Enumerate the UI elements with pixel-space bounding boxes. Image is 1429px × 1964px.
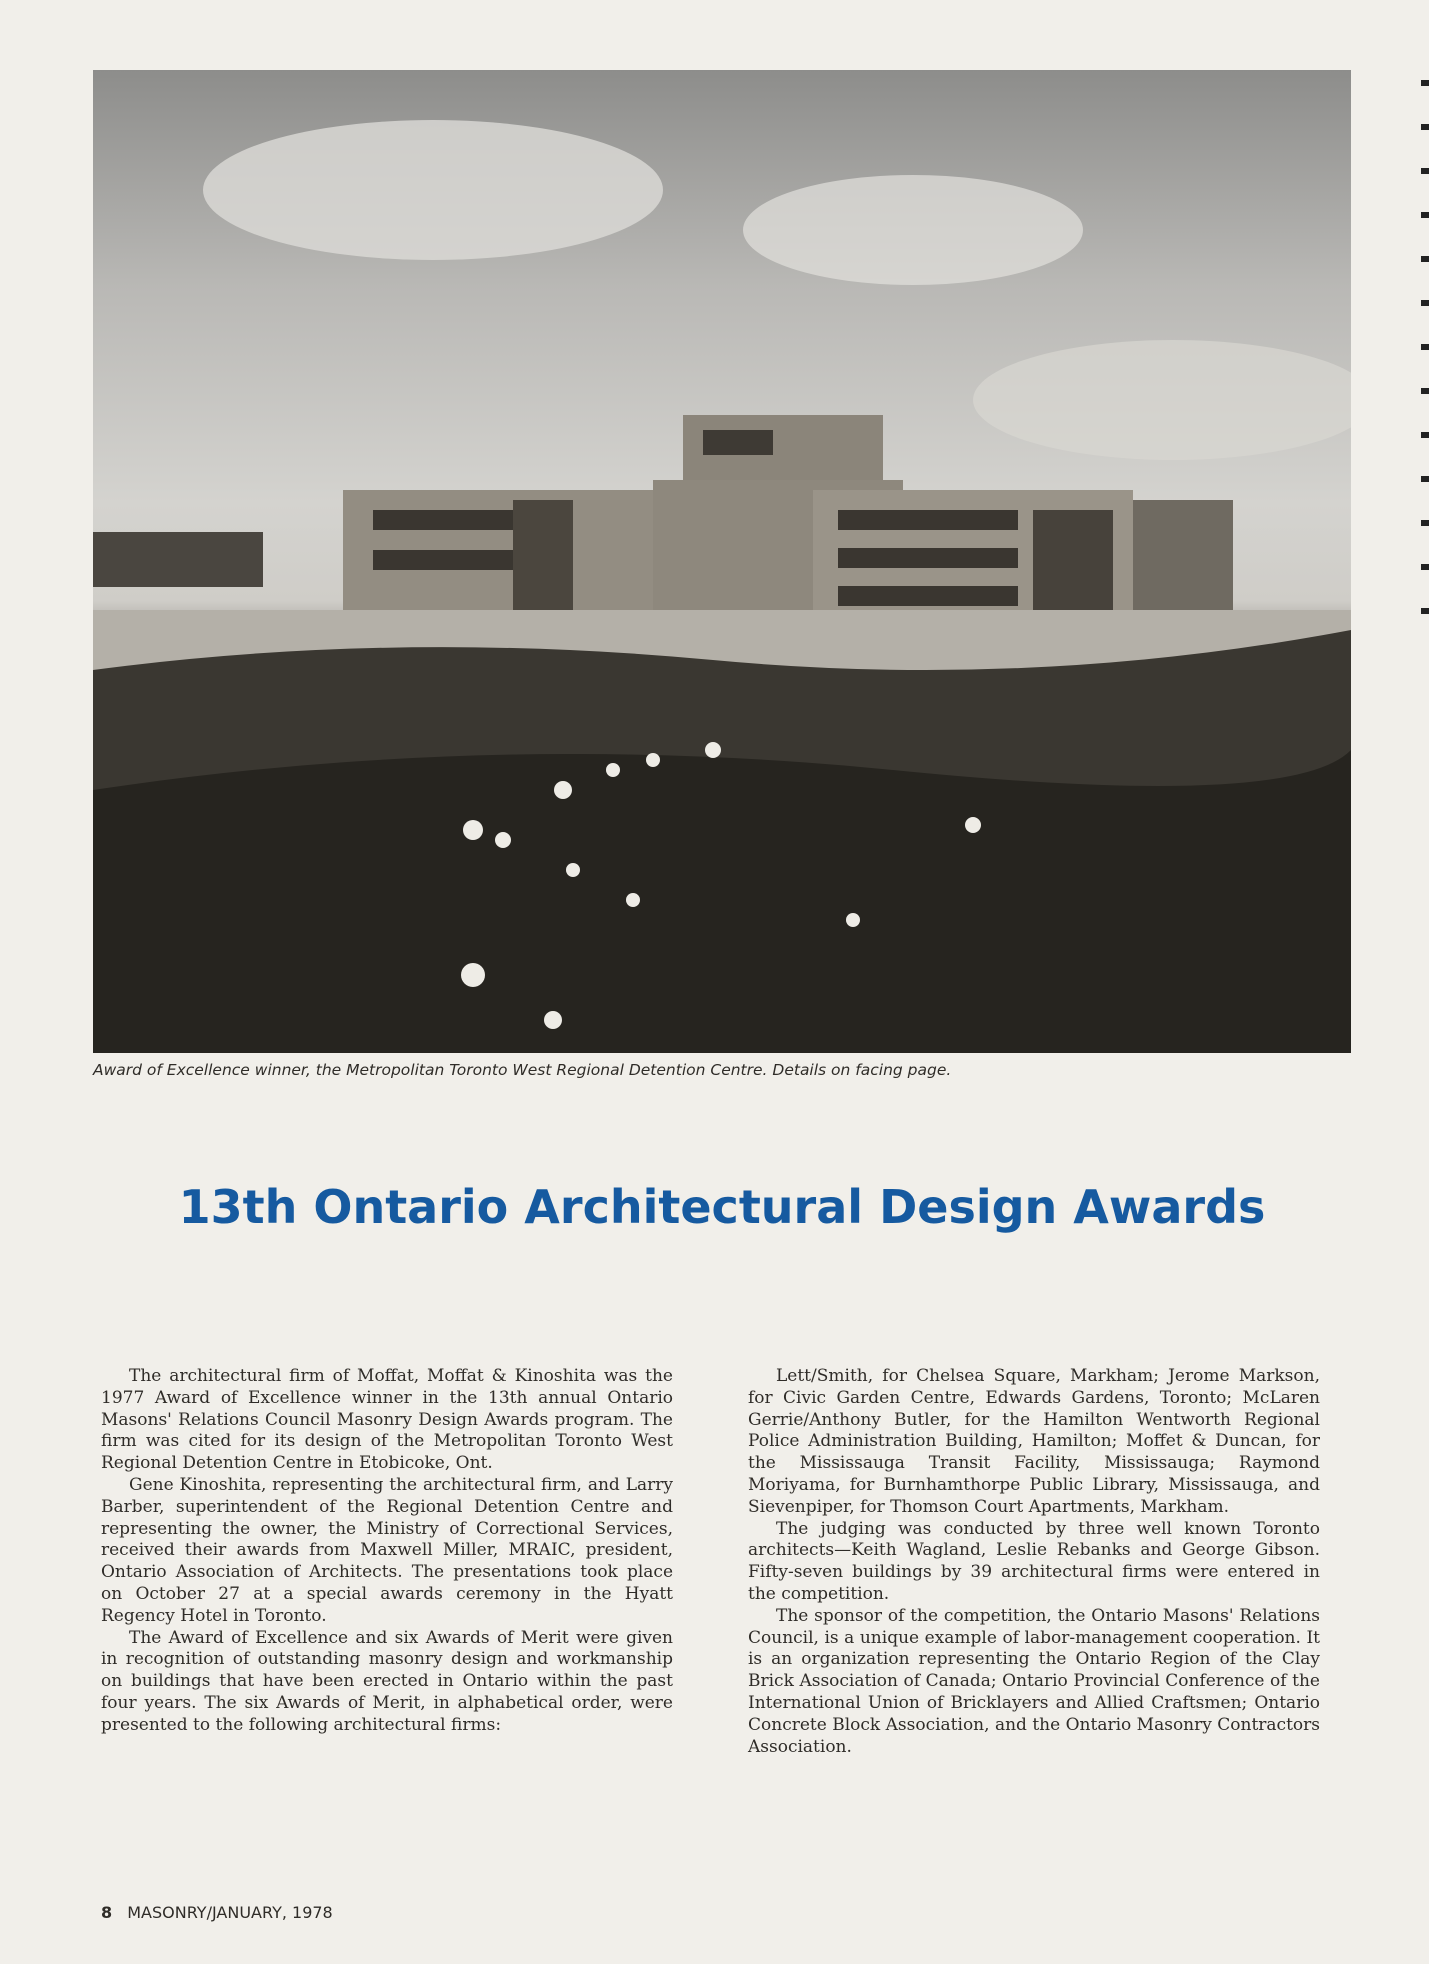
publication-line: MASONRY/JANUARY, 1978 [127,1903,333,1922]
page-number: 8 [101,1903,113,1922]
paragraph: The Award of Excellence and six Awards of Merit were given in recognition of outstanding masonry design and workmanship on buildings that have been erected in Ontario within the past four years. The six Awards of Merit, in alphabetical order, were presented to the following architectural firms: [101,1627,673,1735]
paragraph: The sponsor of the competition, the Ontario Masons' Relations Council, is a unique example of labor-management cooperation. It is an organization representing the Ontario Region of the Clay Brick Association of Canada; Ontario Provincial Conference of the International Union of Bricklayers and Allied Craftsmen; Ontario Concrete Block Association, and the Ontario Masonry Contractors Association. [748,1605,1320,1757]
building-photo [93,70,1351,1053]
building-photo-icon [93,70,1351,1053]
page-edge-marks [1421,80,1429,640]
paragraph: Gene Kinoshita, representing the architectural firm, and Larry Barber, superintendent of the Regional Detention Centre and representing the owner, the Ministry of Correctional Services, received their awards from Maxwell Miller, MRAIC, president, Ontario Association of Architects. The presentations took place on October 27 at a special awards ceremony in the Hyatt Regency Hotel in Toronto. [101,1474,673,1626]
paragraph: The judging was conducted by three well known Toronto architects—Keith Wagland, Leslie Rebanks and George Gibson. Fifty-seven buildings by 39 architectural firms were entered in the competition. [748,1518,1320,1604]
paragraph: The architectural firm of Moffat, Moffat & Kinoshita was the 1977 Award of Excellence winner in the 13th annual Ontario Masons' Relations Council Masonry Design Awards program. The firm was cited for its design of the Metropolitan Toronto West Regional Detention Centre in Etobicoke, Ont. [101,1366,673,1474]
article-left-column [101,1366,673,1737]
article-right-column [748,1366,1320,1758]
page-footer [101,1903,333,1922]
paragraph: Lett/Smith, for Chelsea Square, Markham; Jerome Markson, for Civic Garden Centre, Edwards Gardens, Toronto; McLaren Gerrie/Anthony Butler, for the Hamilton Wentworth Regional Police Administration Building, Hamilton; Moffet & Duncan, for the Mississauga Transit Facility, Mississauga; Raymond Moriyama, for Burnhamthorpe Public Library, Mississauga, and Sievenpiper, for Thomson Court Apartments, Markham. [748,1366,1320,1517]
photo-caption: Award of Excellence winner, the Metropolitan Toronto West Regional Detention Centre. Details on facing page. [93,1061,952,1079]
article-title: 13th Ontario Architectural Design Awards [178,1180,1266,1234]
